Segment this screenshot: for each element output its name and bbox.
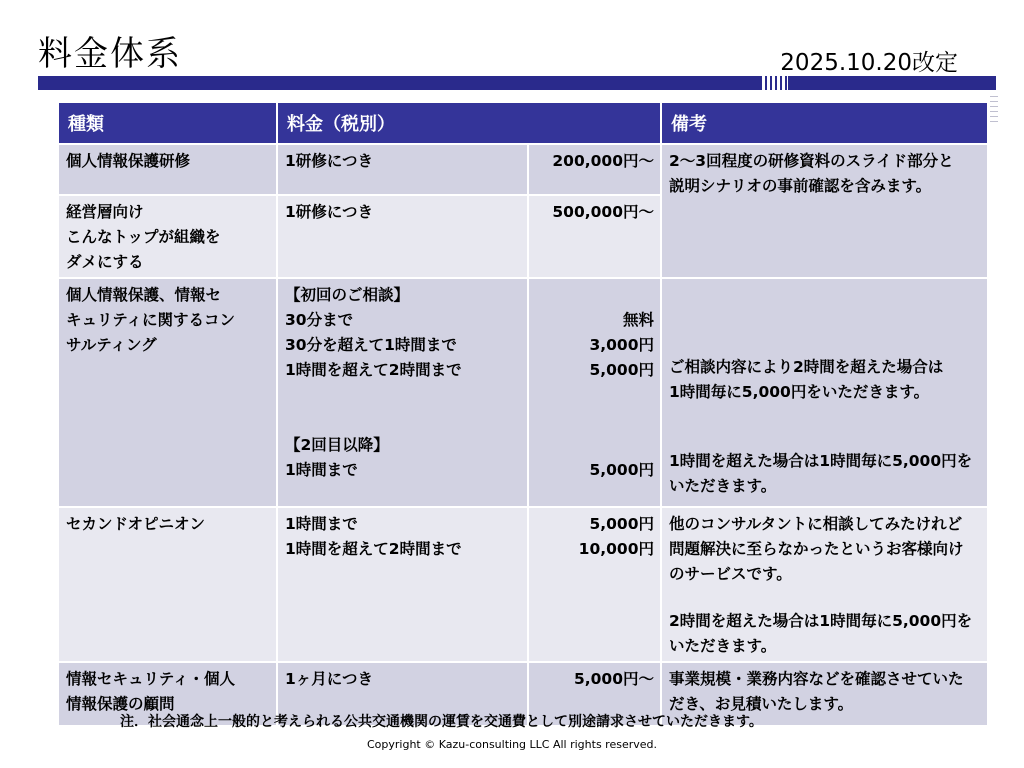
- row5-note-line: 事業規模・業務内容などを確認させていた: [669, 670, 964, 688]
- row3-price: 3,000円: [589, 336, 654, 354]
- row4-items: [277, 507, 528, 662]
- row4-note-line: のサービスです。: [669, 565, 792, 583]
- row3-note-line: 1時間を超えた場合は1時間毎に5,000円を: [669, 452, 973, 470]
- row3-type: [58, 278, 277, 507]
- row3-item: 1時間まで: [285, 461, 358, 479]
- header-fee: 料金（税別）: [277, 102, 661, 144]
- header-type: 種類: [58, 102, 277, 144]
- table-header-row: [58, 102, 988, 144]
- row5-note-line: だき、お見積いたします。: [669, 695, 854, 713]
- copyright: Copyright © Kazu-consulting LLC All rights reserved.: [366, 738, 657, 751]
- row3-second-heading: 【2回目以降】: [285, 436, 389, 454]
- revision-date: 2025.10.20改定: [780, 50, 958, 76]
- header-note: 備考: [661, 102, 988, 144]
- row2-type-line: 経営層向け: [66, 203, 144, 221]
- row4-item: 1時間を超えて2時間まで: [285, 540, 462, 558]
- row1-type: 個人情報保護研修: [58, 144, 277, 195]
- row3-prices: [528, 278, 661, 507]
- row2-unit: 1研修につき: [277, 195, 528, 278]
- fee-table: [57, 101, 989, 727]
- row3-items: [277, 278, 528, 507]
- row3-type-line: キュリティに関するコン: [66, 311, 235, 329]
- row5-type-line: 情報セキュリティ・個人: [66, 670, 235, 688]
- row2-type-line: こんなトップが組織を: [66, 228, 221, 246]
- row3-type-line: サルティング: [66, 336, 157, 354]
- row3-price: 5,000円: [589, 361, 654, 379]
- divider-bar-right: [788, 76, 996, 90]
- row4-note-line: 2時間を超えた場合は1時間毎に5,000円を: [669, 612, 973, 630]
- row3-price: 5,000円: [589, 461, 654, 479]
- row4-price: 10,000円: [578, 540, 654, 558]
- row4-note-line: いただきます。: [669, 637, 777, 655]
- table-row: [58, 278, 988, 507]
- row3-note: [661, 278, 988, 507]
- table-row: [58, 507, 988, 662]
- row2-type-line: ダメにする: [66, 253, 144, 271]
- row4-prices: [528, 507, 661, 662]
- row3-item: 30分を超えて1時間まで: [285, 336, 457, 354]
- row2-price: 500,000円〜: [528, 195, 661, 278]
- row3-note-line: 1時間毎に5,000円をいただきます。: [669, 383, 930, 401]
- row3-note-line: いただきます。: [669, 477, 777, 495]
- row4-price: 5,000円: [589, 515, 654, 533]
- row4-note-line: 問題解決に至らなかったというお客様向け: [669, 540, 964, 558]
- row1-price: 200,000円〜: [528, 144, 661, 195]
- row4-note: [661, 507, 988, 662]
- table-row: [58, 144, 988, 195]
- row2-type: [58, 195, 277, 278]
- row5-type-line: 情報保護の顧問: [66, 695, 175, 713]
- row3-note-line: ご相談内容により2時間を超えた場合は: [669, 358, 944, 376]
- transport-footnote: 注．社会通念上一般的と考えられる公共交通機関の運賃を交通費として別途請求させていただきます。: [120, 714, 763, 730]
- row4-note-line: 他のコンサルタントに相談してみたけれど: [669, 515, 963, 533]
- row1-note: [661, 144, 988, 278]
- row4-item: 1時間まで: [285, 515, 358, 533]
- row5-price: 5,000円〜: [528, 662, 661, 726]
- title-divider-bar: [38, 76, 996, 94]
- row3-item: 30分まで: [285, 311, 354, 329]
- row1-note-line: 2〜3回程度の研修資料のスライド部分と: [669, 152, 954, 170]
- row3-item: 1時間を超えて2時間まで: [285, 361, 462, 379]
- decorative-lines: [990, 96, 998, 126]
- row1-note-line: 説明シナリオの事前確認を含みます。: [669, 177, 932, 195]
- row3-type-line: 個人情報保護、情報セ: [66, 286, 222, 304]
- divider-bar-main: [38, 76, 760, 90]
- row3-first-heading: 【初回のご相談】: [285, 286, 410, 304]
- row3-price: 無料: [622, 311, 654, 329]
- row4-type: セカンドオピニオン: [58, 507, 277, 662]
- row5-unit: 1ヶ月につき: [277, 662, 528, 726]
- row1-unit: 1研修につき: [277, 144, 528, 195]
- page-title: 料金体系: [38, 34, 182, 74]
